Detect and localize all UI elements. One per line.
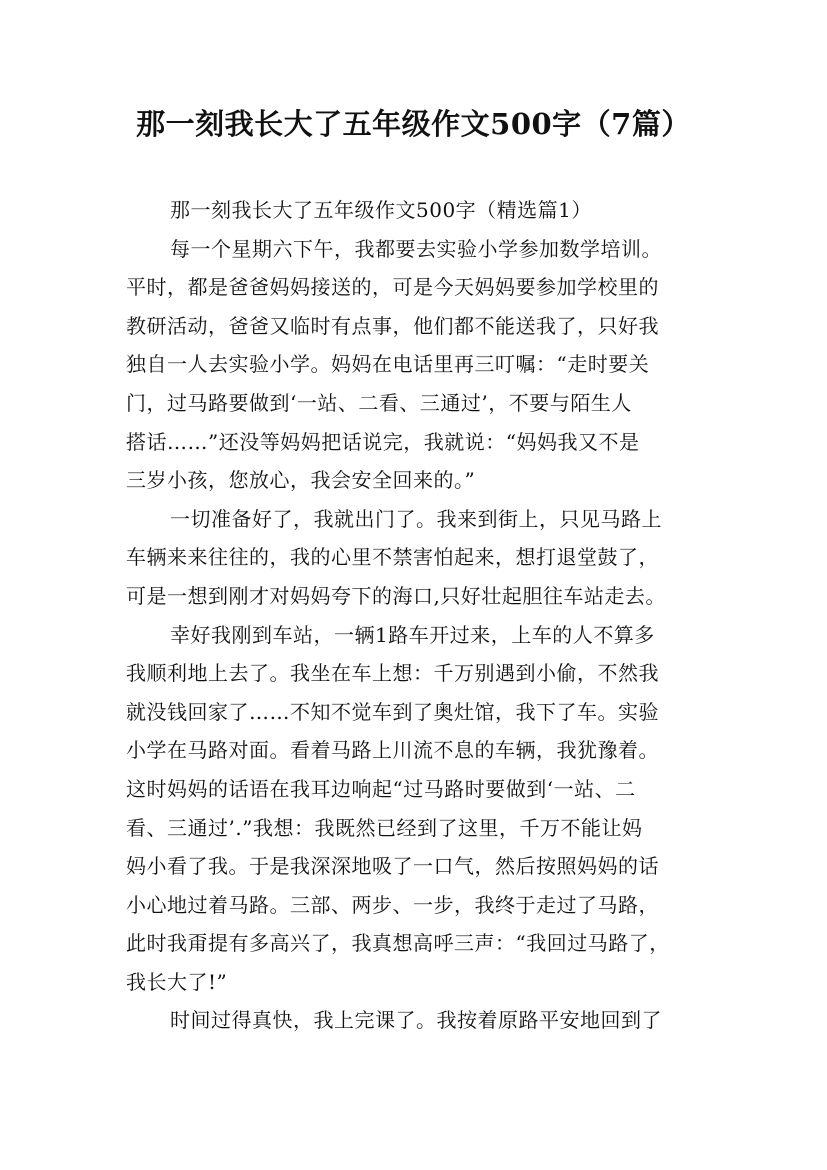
body-line: 独自一人去实验小学。妈妈在电话里再三叮嘱：“走时要关 <box>126 352 650 377</box>
body-line: 我顺利地上去了。我坐在车上想：千万别遇到小偷，不然我 <box>126 661 659 686</box>
body-line: 门，过马路要做到‘一站、二看、三通过’，不要与陌生人 <box>126 390 632 415</box>
body-line: 妈小看了我。于是我深深地吸了一口气，然后按照妈妈的话 <box>126 854 659 879</box>
body-line: 一切准备好了，我就出门了。我来到街上，只见马路上 <box>170 506 662 531</box>
body-line: 小心地过着马路。三部、两步、一步，我终于走过了马路， <box>126 892 659 917</box>
body-line: 小学在马路对面。看着马路上川流不息的车辆，我犹豫着。 <box>126 738 659 763</box>
body-line: 幸好我刚到车站，一辆1路车开过来，上车的人不算多 <box>170 622 655 647</box>
section-heading: 那一刻我长大了五年级作文500字（精选篇1） <box>170 198 592 222</box>
body-line: 就没钱回家了……不知不觉车到了奥灶馆，我下了车。实验 <box>126 699 659 724</box>
body-line: 我长大了!” <box>126 969 228 994</box>
body-line: 教研活动，爸爸又临时有点事，他们都不能送我了，只好我 <box>126 313 659 338</box>
body-line: 此时我甭提有多高兴了，我真想高呼三声：“我回过马路了， <box>126 931 670 956</box>
body-line: 三岁小孩，您放心，我会安全回来的。” <box>126 468 476 493</box>
body-line: 可是一想到刚才对妈妈夸下的海口,只好壮起胆往车站走去。 <box>126 583 666 608</box>
body-line: 每一个星期六下午，我都要去实验小学参加数学培训。 <box>170 236 662 261</box>
document-body <box>126 191 716 1040</box>
body-line: 这时妈妈的话语在我耳边响起“过马路时要做到‘一站、二 <box>126 776 636 801</box>
body-line: 时间过得真快，我上完课了。我按着原路平安地回到了 <box>170 1008 662 1033</box>
body-line: 搭话……”还没等妈妈把话说完，我就说：“妈妈我又不是 <box>126 429 640 454</box>
body-line: 看、三通过’.”我想：我既然已经到了这里，千万不能让妈 <box>126 815 643 840</box>
body-line: 平时，都是爸爸妈妈接送的，可是今天妈妈要参加学校里的 <box>126 275 659 300</box>
body-line: 车辆来来往往的，我的心里不禁害怕起来，想打退堂鼓了， <box>126 545 659 570</box>
document-title: 那一刻我长大了五年级作文500字（7篇） <box>136 107 691 141</box>
